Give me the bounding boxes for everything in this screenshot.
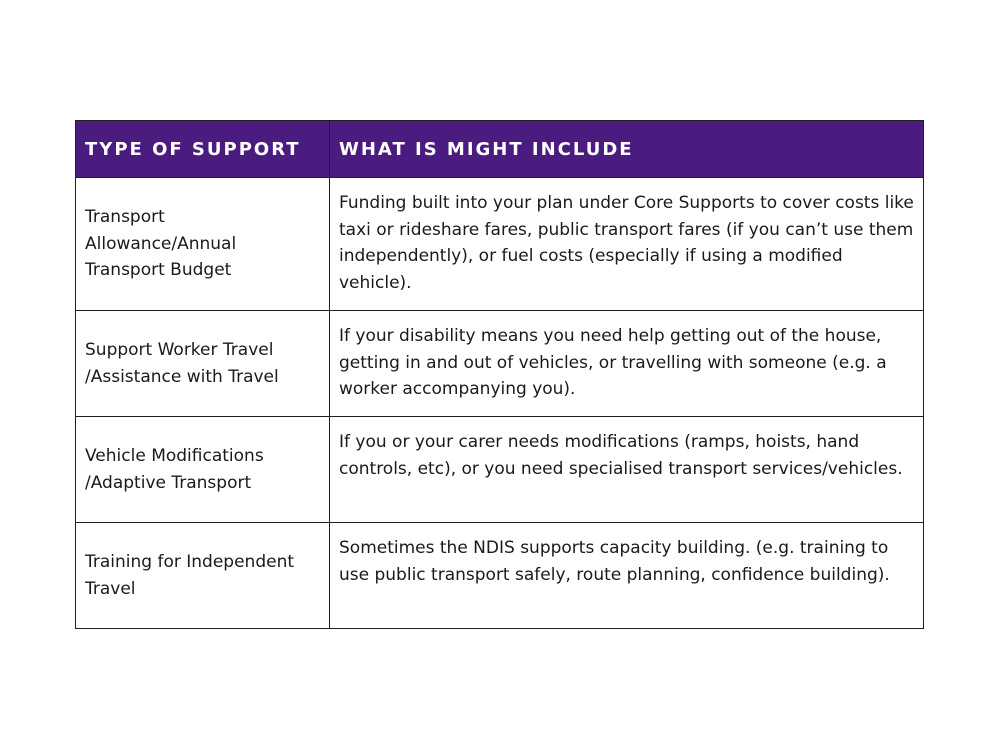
support-detail-cell: Funding built into your plan under Core Supports to cover costs like taxi or rideshare fares, public transport fares (if you can’t use them independently), or fuel costs (especially if using a modified vehicle). bbox=[330, 178, 924, 311]
table-header bbox=[76, 121, 924, 178]
table-row bbox=[76, 178, 924, 311]
support-detail-cell: If your disability means you need help getting out of the house, getting in and out of vehicles, or travelling with someone (e.g. a worker accompanying you). bbox=[330, 311, 924, 417]
table-body bbox=[76, 178, 924, 629]
table-row bbox=[76, 311, 924, 417]
support-type-cell: Vehicle Modifications /Adaptive Transport bbox=[76, 417, 330, 523]
header-what-it-might-include: WHAT IS MIGHT INCLUDE bbox=[330, 121, 924, 178]
support-table bbox=[75, 120, 924, 629]
table-row bbox=[76, 523, 924, 629]
header-type-of-support: TYPE OF SUPPORT bbox=[76, 121, 330, 178]
support-type-cell: Training for Independent Travel bbox=[76, 523, 330, 629]
support-detail-cell: Sometimes the NDIS supports capacity building. (e.g. training to use public transport safely, route planning, confidence building). bbox=[330, 523, 924, 629]
support-type-cell: Support Worker Travel /Assistance with Travel bbox=[76, 311, 330, 417]
table-row bbox=[76, 417, 924, 523]
support-detail-cell: If you or your carer needs modifications (ramps, hoists, hand controls, etc), or you need specialised transport services/vehicles. bbox=[330, 417, 924, 523]
support-type-cell: Transport Allowance/Annual Transport Budget bbox=[76, 178, 330, 311]
header-row bbox=[76, 121, 924, 178]
